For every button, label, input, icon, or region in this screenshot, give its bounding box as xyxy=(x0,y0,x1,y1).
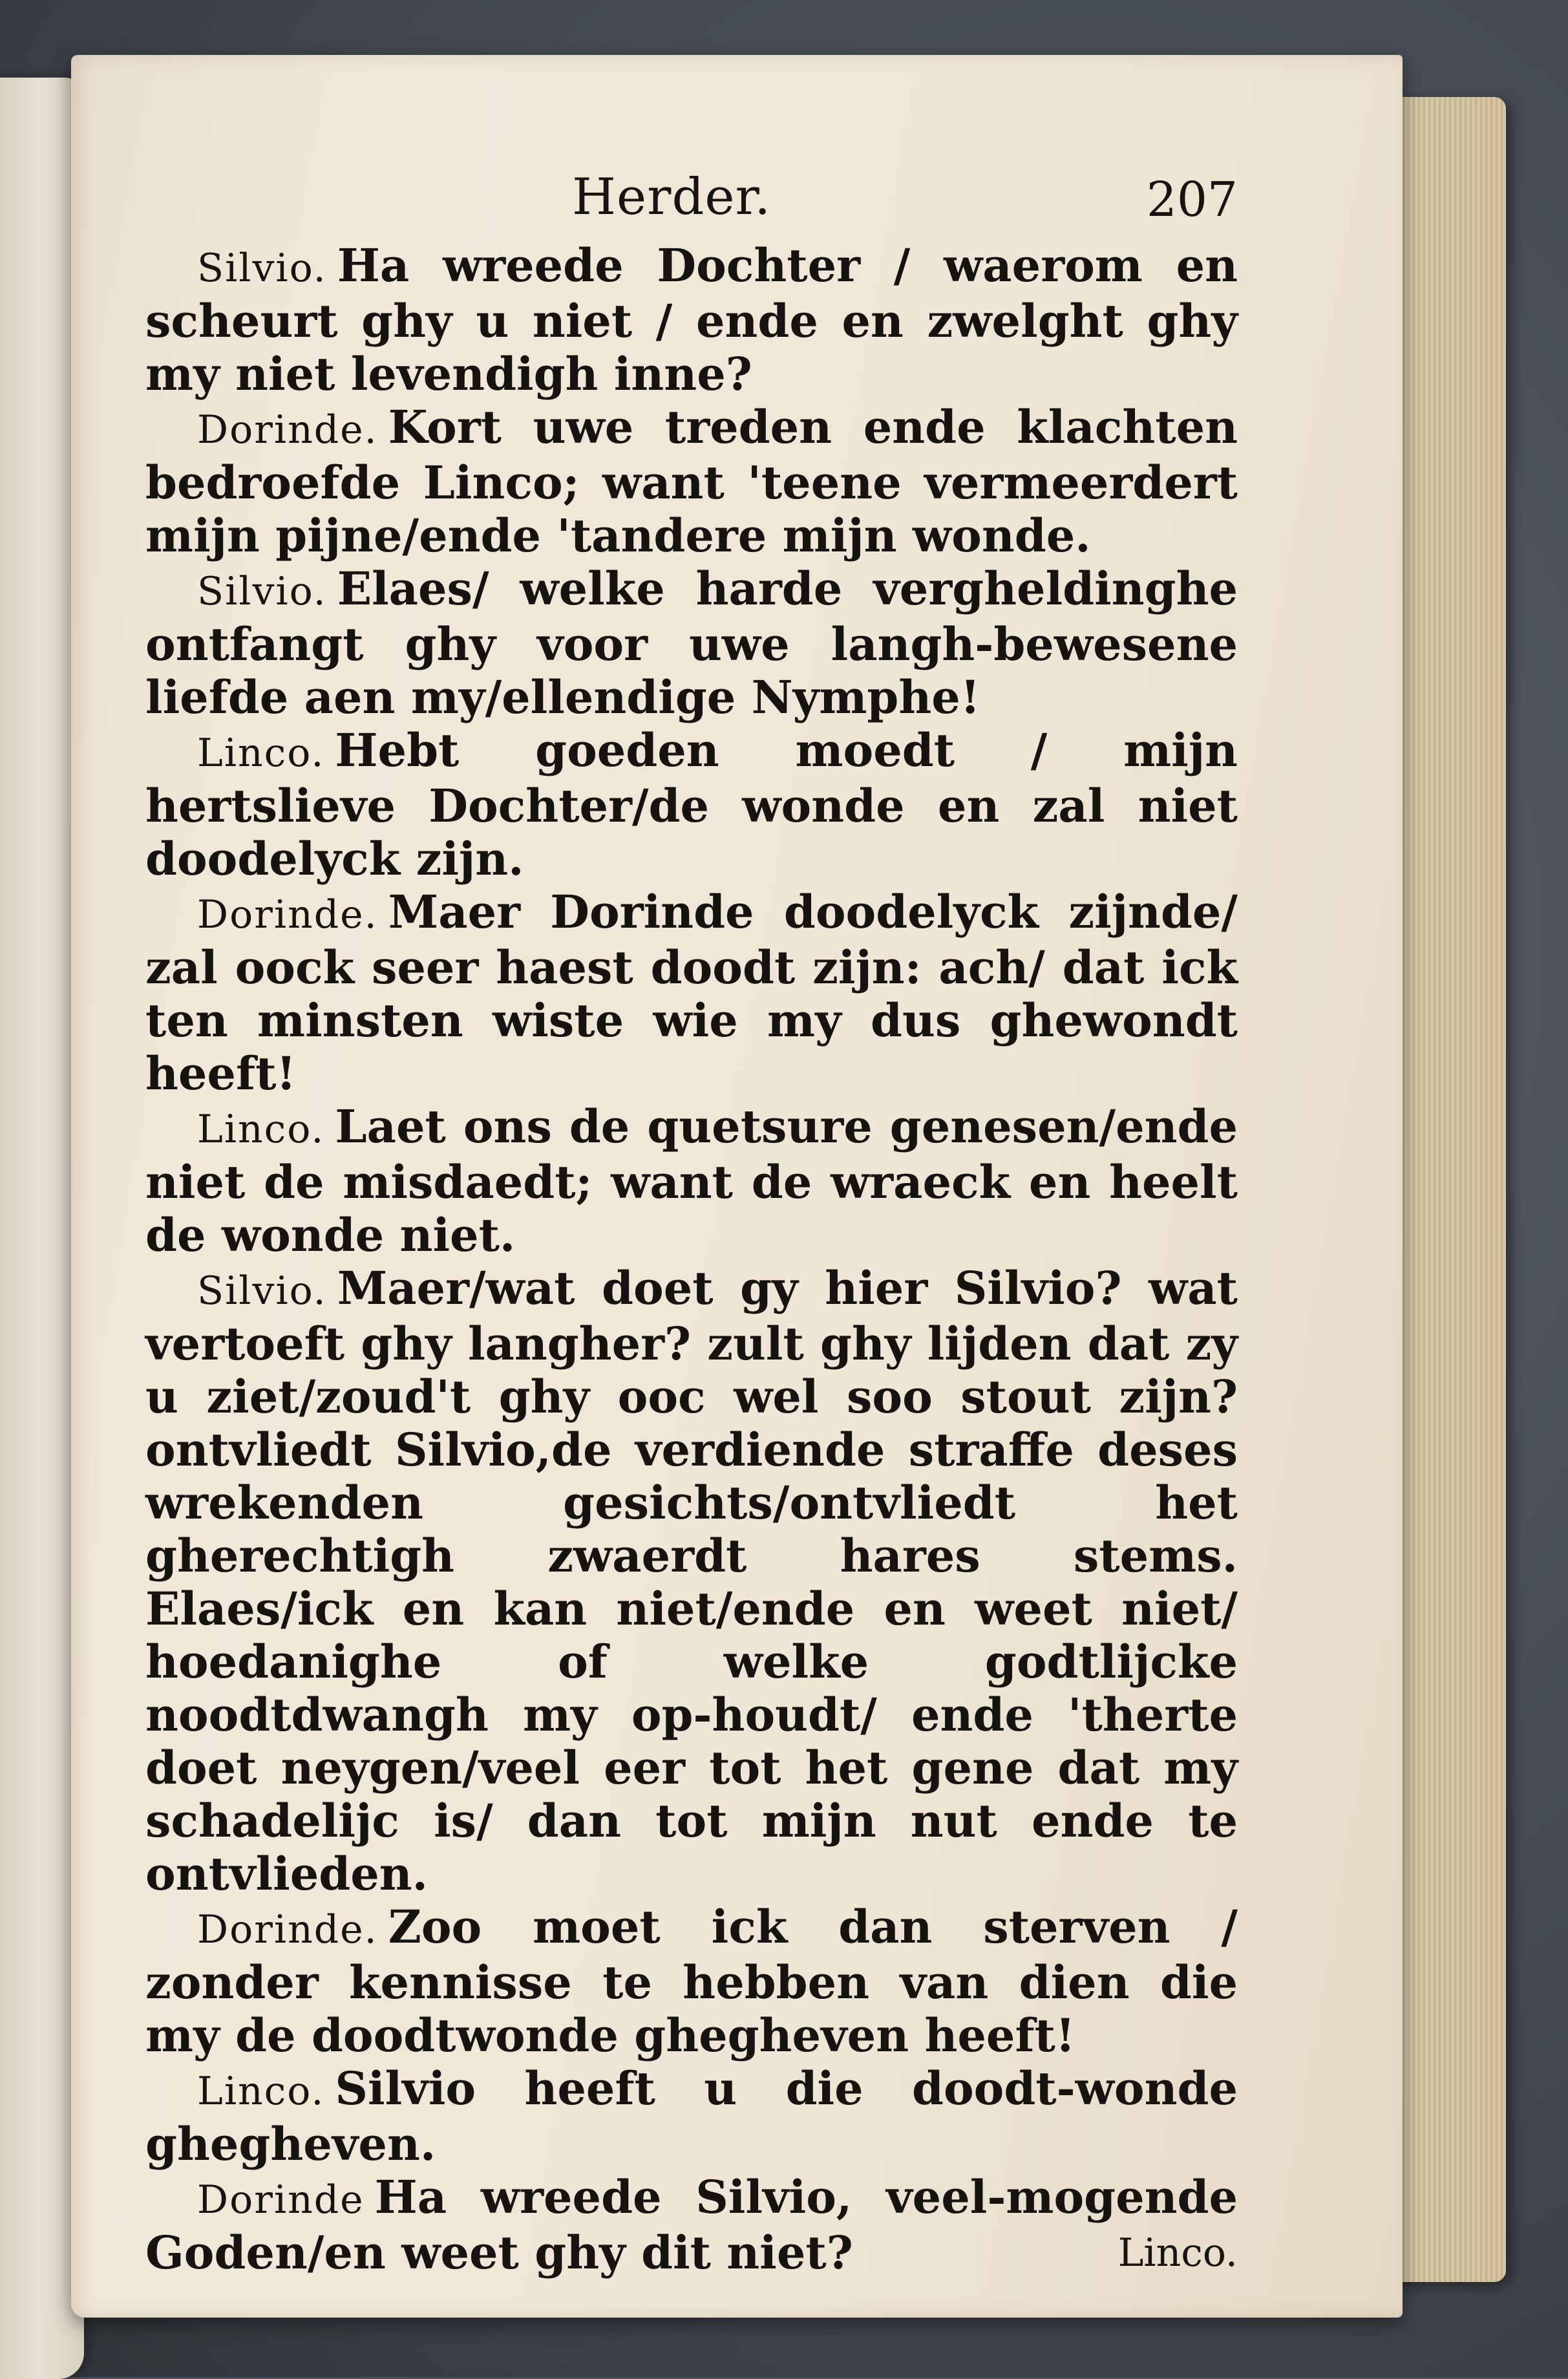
speaker-name: Silvio. xyxy=(197,246,327,291)
dialogue-text: Ha wreede Dochter / waerom en scheurt ghy u niet / ende en zwelght ghy my niet levendigh inne? xyxy=(145,239,1238,401)
dialogue-paragraph xyxy=(145,886,1238,1100)
dialogue-paragraph xyxy=(145,2062,1238,2171)
speaker-name: Dorinde. xyxy=(197,1907,378,1952)
speaker-name: Linco. xyxy=(197,1107,325,1152)
dialogue-paragraph xyxy=(145,1100,1238,1262)
dialogue-paragraph xyxy=(145,239,1238,401)
speaker-name: Dorinde. xyxy=(197,407,378,453)
dialogue-text: Zoo moet ick dan sterven / zonder kennisse te hebben van dien die my de doodtwonde ghegheven heeft! xyxy=(145,1900,1238,2062)
speaker-name: Linco. xyxy=(197,2069,325,2114)
speaker-name: Silvio. xyxy=(197,1268,327,1314)
dialogue-text: Ha wreede Silvio, veel-mogende Goden/en weet ghy dit niet? xyxy=(145,2170,1238,2279)
dialogue-paragraph xyxy=(145,562,1238,724)
dialogue-text: Maer Dorinde doodelyck zijnde/ zal oock seer haest doodt zijn: ach/ dat ick ten minsten wiste wie my dus ghewondt heeft! xyxy=(145,885,1238,1100)
page-header xyxy=(145,168,1238,239)
running-head: Herder. xyxy=(572,168,772,226)
dialogue-paragraph xyxy=(145,724,1238,886)
speaker-name: Silvio. xyxy=(197,569,327,614)
dialogue-text: Kort uwe treden ende klachten bedroefde Linco; want 'teene vermeerdert mijn pijne/ende 'tandere mijn wonde. xyxy=(145,400,1238,562)
dialogue-paragraph xyxy=(145,1262,1238,1901)
dialogue-paragraph xyxy=(145,1901,1238,2062)
page-text xyxy=(145,168,1238,2279)
dialogue-paragraph xyxy=(145,401,1238,562)
speaker-name: Linco. xyxy=(197,731,325,776)
dialogue-text: Laet ons de quetsure genesen/ende niet de misdaedt; want de wraeck en heelt de wonde niet. xyxy=(145,1100,1238,1262)
catchword: Linco. xyxy=(1118,2230,1238,2276)
dialogue-text: Hebt goeden moedt / mijn hertslieve Dochter/de wonde en zal niet doodelyck zijn. xyxy=(145,723,1238,886)
dialogue-text: Maer/wat doet gy hier Silvio? wat vertoeft ghy langher? zult ghy lijden dat zy u ziet/zoud't ghy ooc wel soo stout zijn? ontvliedt Silvio,de verdiende straffe deses wrekenden gesichts/ontvliedt het gherechtigh zwaerdt hares stems. Elaes/ick en kan niet/ende en weet niet/ hoedanighe of welke godtlijcke noodtdwangh my op-houdt/ ende 'therte doet neygen/veel eer tot het gene dat my schadelijc is/ dan tot mijn nut ende te ontvlieden. xyxy=(145,1261,1238,1901)
dialogue-paragraph xyxy=(145,2171,1238,2279)
speaker-name: Dorinde. xyxy=(197,892,378,937)
dialogue-text: Elaes/ welke harde vergheldinghe ontfangt ghy voor uwe langh-bewesene liefde aen my/ellendige Nymphe! xyxy=(145,562,1238,724)
page-number: 207 xyxy=(1146,172,1238,228)
dialogue-text: Silvio heeft u die doodt-wonde ghegheven. xyxy=(145,2062,1238,2171)
speaker-name: Dorinde xyxy=(197,2177,365,2223)
